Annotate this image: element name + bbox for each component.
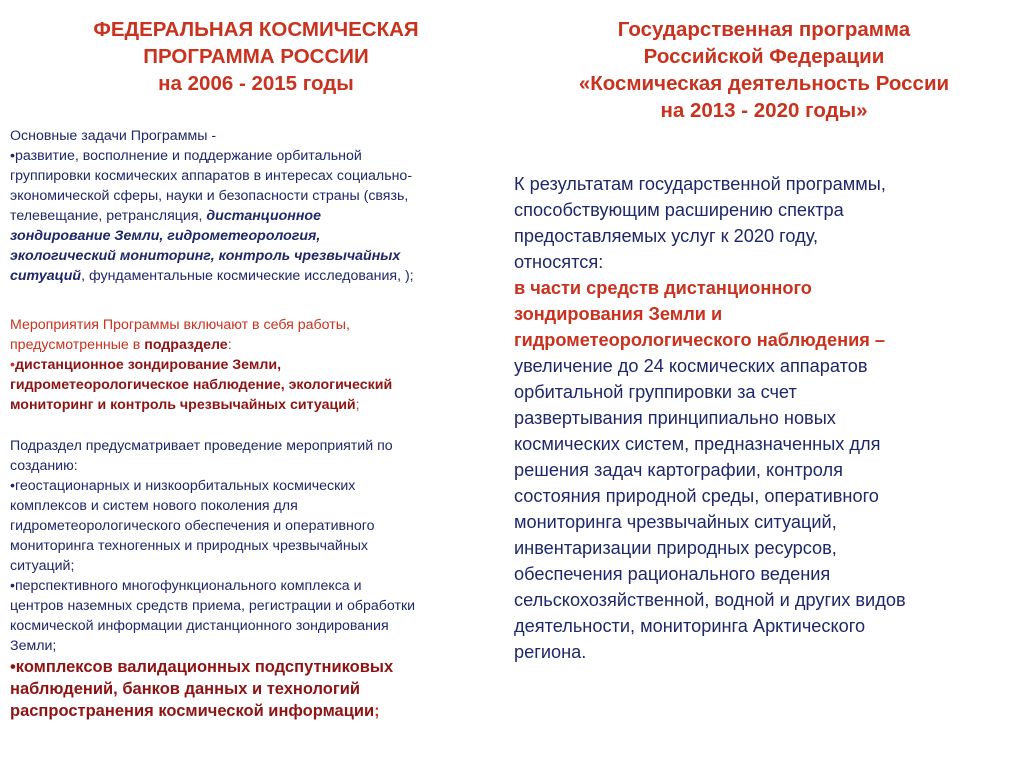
right-title-line-4: на 2013 - 2020 годы» — [660, 99, 868, 122]
results-line: инвентаризации природных ресурсов, — [514, 538, 837, 558]
results-line: сельскохозяйственной, водной и других видов — [514, 590, 906, 610]
results-paragraph — [514, 171, 1014, 665]
measures-emphasis: подразделе — [144, 337, 228, 353]
subsection-line: центров наземных средств приема, регистрации и обработки — [10, 598, 416, 614]
subsection-line: созданию: — [10, 458, 78, 474]
results-line: К результатам государственной программы, — [514, 174, 886, 194]
tasks-emphasis-line: экологический мониторинг, контроль чрезвычайных — [10, 248, 401, 264]
measures-emphasis: дистанционное зондирование Земли, — [14, 357, 282, 373]
results-emphasis-line: в части средств дистанционного — [514, 278, 812, 298]
subsection-emphasis-line: наблюдений, банков данных и технологий — [10, 680, 361, 698]
results-line: решения задач картографии, контроля — [514, 460, 843, 480]
results-line: относятся: — [514, 252, 604, 272]
results-line: орбитальной группировки за счет — [514, 382, 797, 402]
subsection-paragraph — [10, 436, 502, 722]
tasks-text: , фундаментальные космические исследования, ); — [81, 268, 414, 284]
bullet: • — [10, 357, 15, 373]
results-line: обеспечения рационального ведения — [514, 564, 831, 584]
tasks-line — [10, 206, 502, 226]
tasks-paragraph — [10, 126, 502, 286]
subsection-line — [10, 656, 502, 678]
subsection-line: гидрометеорологического обеспечения и оперативного — [10, 518, 375, 534]
results-line: развертывания принципиально новых — [514, 408, 836, 428]
right-title — [514, 16, 1014, 124]
measures-line: Мероприятия Программы включают в себя работы, — [10, 317, 350, 333]
tasks-emphasis: дистанционное — [206, 208, 321, 224]
left-title-line-3: на 2006 - 2015 годы — [158, 72, 354, 95]
results-line: состояния природной среды, оперативного — [514, 486, 879, 506]
right-title-line-2: Российской Федерации — [643, 45, 885, 68]
left-title-line-2: ПРОГРАММА РОССИИ — [143, 45, 369, 68]
measures-line — [10, 395, 502, 415]
measures-line — [10, 355, 502, 375]
tasks-text: телевещание, ретрансляция, — [10, 208, 207, 224]
tasks-intro: Основные задачи Программы - — [10, 128, 217, 144]
subsection-emphasis: распространения космической информации — [10, 702, 375, 720]
right-title-line-1: Государственная программа — [617, 18, 911, 41]
results-line: космических систем, предназначенных для — [514, 434, 881, 454]
results-line: деятельности, мониторинга Арктического — [514, 616, 866, 636]
subsection-line: космической информации дистанционного зондирования — [10, 618, 389, 634]
subsection-line: Земли; — [10, 638, 57, 654]
measures-text: ; — [355, 397, 360, 413]
subsection-line — [10, 700, 502, 722]
subsection-line: комплексов и систем нового поколения для — [10, 498, 298, 514]
subsection-emphasis: комплексов валидационных подспутниковых — [15, 658, 394, 676]
subsection-line: мониторинга техногенных и природных чрезвычайных — [10, 538, 368, 554]
measures-line — [10, 335, 502, 355]
right-title-line-3: «Космическая деятельность России — [578, 72, 950, 95]
subsection-line: •перспективного многофункционального комплекса и — [10, 578, 362, 594]
tasks-emphasis: ситуаций — [10, 268, 82, 284]
measures-paragraph — [10, 315, 502, 415]
results-line: увеличение до 24 космических аппаратов — [514, 356, 868, 376]
measures-emphasis: мониторинг и контроль чрезвычайных ситуаций — [10, 397, 356, 413]
tasks-line: •развитие, восполнение и поддержание орбитальной — [10, 148, 362, 164]
bullet: • — [10, 658, 16, 676]
measures-text: предусмотренные в — [10, 337, 145, 353]
measures-emphasis-line: гидрометеорологическое наблюдение, экологический — [10, 377, 393, 393]
tasks-emphasis-line: зондирование Земли, гидрометеорология, — [10, 228, 321, 244]
results-line: региона. — [514, 642, 587, 662]
measures-text: : — [227, 337, 232, 353]
results-line: способствующим расширению спектра — [514, 200, 844, 220]
results-emphasis-line: зондирования Земли и — [514, 304, 723, 324]
subsection-line: Подраздел предусматривает проведение мероприятий по — [10, 438, 393, 454]
tasks-line: группировки космических аппаратов в интересах социально- — [10, 168, 413, 184]
results-emphasis-line: гидрометеорологического наблюдения – — [514, 330, 886, 350]
left-title-line-1: ФЕДЕРАЛЬНАЯ КОСМИЧЕСКАЯ — [93, 18, 419, 41]
results-line: мониторинга чрезвычайных ситуаций, — [514, 512, 837, 532]
subsection-line: •геостационарных и низкоорбитальных космических — [10, 478, 356, 494]
subsection-line: ситуаций; — [10, 558, 75, 574]
tasks-line: экономической сферы, науки и безопасности страны (связь, — [10, 188, 409, 204]
results-line: предоставляемых услуг к 2020 году, — [514, 226, 819, 246]
subsection-text: ; — [374, 702, 380, 720]
left-title — [10, 16, 502, 97]
tasks-line — [10, 266, 502, 286]
